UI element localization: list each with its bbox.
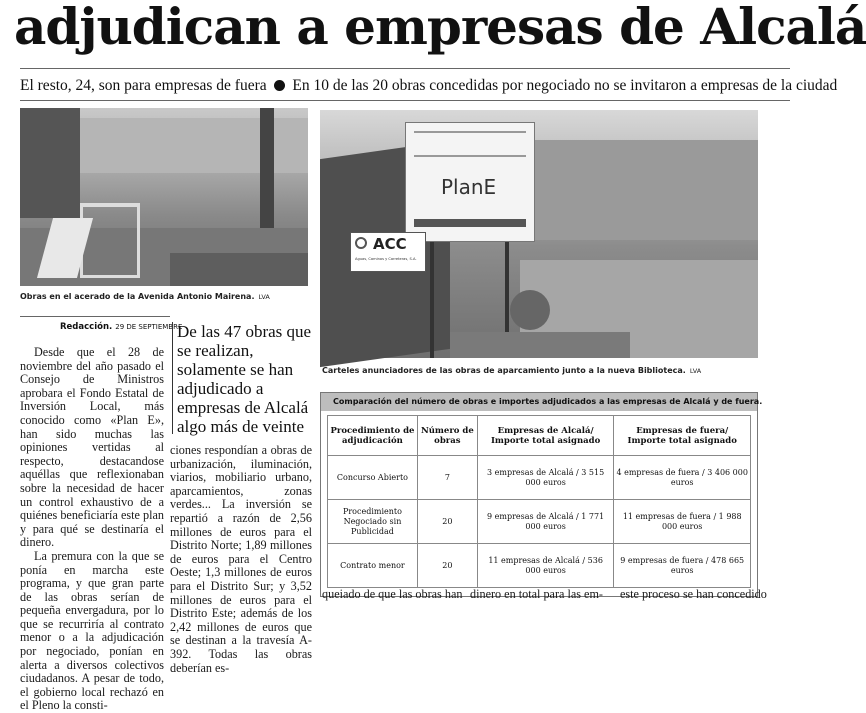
photo1-credit: LVA (258, 293, 270, 301)
headline-rule (20, 68, 790, 69)
cell-procedure: Concurso Abierto (328, 456, 418, 500)
table-title: Comparación del número de obras e importes adjudicados a las empresas de Alcalá y de fuera. (321, 393, 757, 411)
photo-parking-signs (320, 110, 758, 358)
photo2-credit: LVA (689, 367, 702, 375)
article-column-1 (20, 345, 164, 713)
cell-alcala: 3 empresas de Alcalá / 3 515 000 euros (477, 456, 614, 500)
subheadline (20, 77, 838, 95)
pull-quote: De las 47 obras que se realizan, solamente se han adjudicado a empresas de Alcalá algo más de veinte (172, 322, 312, 434)
header-count: Número de obras (417, 416, 477, 456)
header-fuera: Empresas de fuera/ Importe total asignado (614, 416, 751, 456)
subhead-rule (20, 100, 790, 101)
cell-fuera: 4 empresas de fuera / 3 406 000 euros (614, 456, 751, 500)
byline-author: Redacción. (60, 322, 113, 332)
column-top-rule (20, 316, 170, 317)
photo1-caption (20, 292, 270, 301)
paragraph: ciones respondían a obras de urbanización, iluminación, viarios, mobiliario urbano, aparcamientos, zonas verdes... La inversión se repartió a razón de 2,56 millones de euros para el Distrito Norte; 1,89 millones de euros para el Centro Oeste; 1,3 millones de euros para el Distrito Sur; y 3,52 millones de euros para el Distrito Este; además de los 2,42 millones de euros que se destinan a la travesía A-392. Todas las obras deberían es- (170, 443, 312, 675)
photo2-caption (322, 366, 701, 375)
paragraph: Desde que el 28 de noviembre del año pasado el Consejo de Ministros aprobara el Fondo Estatal de Inversión Local, más conocido como «Plan E», han sido muchas las opiniones vertidas al respecto, destacandose aquéllas que reflexionaban sobre la necesidad de hacer un control exhaustivo de a quiénes beneficiaría este plan y para qué se destinaría el dinero. (20, 345, 164, 550)
header-procedure: Procedimiento de adjudicación (328, 416, 418, 456)
plan-e-sign (405, 122, 535, 242)
paragraph: La premura con la que se ponía en marcha este programa, y que gran parte de las obras serían de pequeña envergadura, por lo que se recurriría al contrato menor o a la adjudicación por negociado, ponían en alerta a diversos colectivos ciudadanos. A pesar de todo, el gobierno local rechazó en el Pleno la consti- (20, 548, 164, 713)
byline (60, 322, 182, 332)
cell-count: 7 (417, 456, 477, 500)
bullet-dot-icon (274, 80, 285, 91)
trench (170, 253, 308, 286)
acc-logo-icon (355, 237, 367, 249)
bottom-fragment-3: este proceso se han concedido (620, 587, 767, 601)
photo1-caption-text: Obras en el acerado de la Avenida Antonio Mairena. (20, 292, 255, 301)
cell-count: 20 (417, 544, 477, 588)
headline: adjudican a empresas de Alcalá (14, 0, 866, 56)
sign-footer-bar (414, 219, 526, 227)
building-left (20, 108, 80, 218)
bottom-fragment-2: dinero en total para las em- (470, 587, 603, 601)
table-row (328, 456, 751, 500)
comparison-table-box (320, 392, 763, 597)
photo-avenida-works (20, 108, 308, 286)
hill-vegetation (530, 140, 758, 240)
fence-area (450, 332, 630, 358)
article-column-2 (170, 443, 312, 675)
cell-fuera: 11 empresas de fuera / 1 988 000 euros (614, 500, 751, 544)
acc-name: ACC (373, 235, 407, 253)
cell-fuera: 9 empresas de fuera / 478 665 euros (614, 544, 751, 588)
metal-barrier (80, 203, 140, 278)
cable-reel (510, 290, 550, 330)
acc-tagline: Aguas, Caminos y Carreteras, S.A. (355, 257, 417, 261)
subhead-part-1: El resto, 24, son para empresas de fuera (20, 77, 267, 94)
byline-date: 29 DE SEPTIEMBRE (115, 323, 183, 331)
cell-procedure: Contrato menor (328, 544, 418, 588)
sign-text-lines (414, 131, 526, 157)
table-row (328, 500, 751, 544)
cell-alcala: 11 empresas de Alcalá / 536 000 euros (477, 544, 614, 588)
photo2-caption-text: Carteles anunciadores de las obras de aparcamiento junto a la nueva Biblioteca. (322, 366, 686, 375)
table-header-row (328, 416, 751, 456)
comparison-table (327, 415, 751, 588)
subhead-part-2: En 10 de las 20 obras concedidas por negociado no se invitaron a empresas de la ciudad (292, 77, 838, 94)
cell-procedure: Procedimiento Negociado sin Publicidad (328, 500, 418, 544)
cell-alcala: 9 empresas de Alcalá / 1 771 000 euros (477, 500, 614, 544)
bottom-fragment-1: queiado de que las obras han (322, 587, 463, 601)
plan-e-logo: PlanE (441, 175, 497, 199)
header-alcala: Empresas de Alcalá/ Importe total asignado (477, 416, 614, 456)
cell-count: 20 (417, 500, 477, 544)
sign-post-1 (430, 242, 434, 358)
table-row (328, 544, 751, 588)
acc-sign (350, 232, 426, 272)
